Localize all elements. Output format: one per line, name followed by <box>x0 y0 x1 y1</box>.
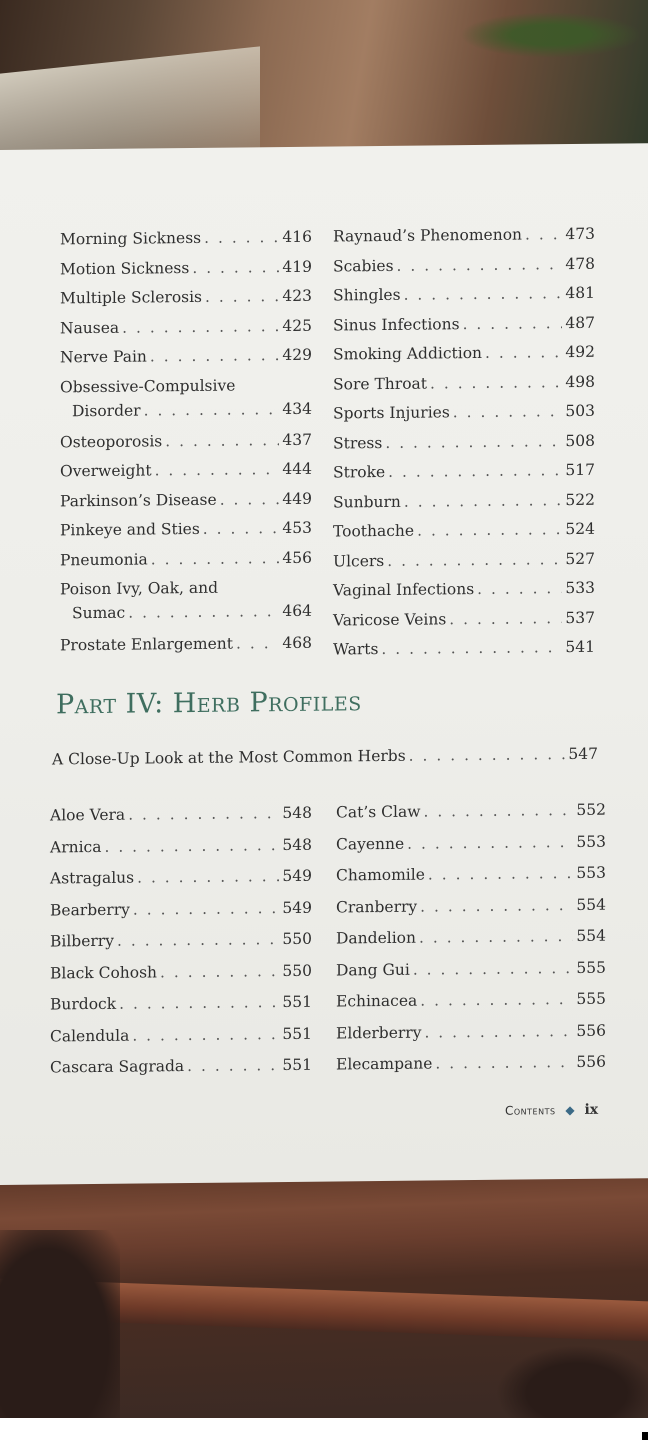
toc-entry <box>336 1020 606 1054</box>
toc-entry <box>333 460 595 492</box>
toc-entry-page: 492 <box>565 342 595 362</box>
leader-dots <box>477 578 562 599</box>
leader-dots <box>128 601 279 623</box>
toc-entry <box>60 547 312 579</box>
toc-entry-title: Pinkeye and Sties <box>60 519 200 540</box>
toc-entry-page: 549 <box>282 866 312 886</box>
toc-entry-title: Disorder <box>72 401 141 420</box>
toc-entry-title: Shingles <box>333 285 401 305</box>
toc-entry-title: Sumac <box>72 603 126 623</box>
toc-entry-title: Parkinson’s Disease <box>60 490 217 510</box>
toc-entry <box>336 863 606 897</box>
toc-entry-page: 456 <box>282 548 312 567</box>
toc-entry <box>333 607 595 639</box>
toc-entry-title: Burdock <box>50 994 117 1014</box>
toc-entry-title: Pneumonia <box>60 549 148 569</box>
leader-dots <box>463 313 563 334</box>
leader-dots <box>192 257 279 278</box>
toc-entry-title: Sinus Infections <box>333 314 460 335</box>
toc-entry-title: Dang Gui <box>336 960 410 979</box>
toc-entry-title: Warts <box>333 640 379 659</box>
leader-dots <box>150 345 279 366</box>
leader-dots <box>397 254 563 276</box>
herbs-column-right <box>336 800 606 1086</box>
leader-dots <box>420 989 573 1011</box>
leader-dots <box>413 957 574 979</box>
leader-dots <box>160 961 279 982</box>
toc-entry <box>336 957 606 991</box>
toc-entry-page: 517 <box>565 460 595 480</box>
corner-mark <box>642 1432 648 1440</box>
toc-entry-title: Black Cohosh <box>50 962 158 982</box>
toc-entry-page: 552 <box>576 800 606 819</box>
leader-dots <box>155 459 280 480</box>
toc-entry-page: 416 <box>282 227 312 247</box>
toc-entry <box>60 256 312 288</box>
leader-dots <box>117 929 279 951</box>
leader-dots <box>424 1020 573 1042</box>
toc-entry <box>333 489 595 521</box>
toc-entry-title: Cat’s Claw <box>336 802 421 822</box>
toc-entry-page: 533 <box>565 578 595 598</box>
page-footer <box>505 1102 598 1119</box>
toc-entry-page: 548 <box>282 835 312 854</box>
toc-entry <box>333 637 595 669</box>
toc-entry <box>333 401 595 433</box>
toc-entry-title: Bearberry <box>50 900 130 919</box>
toc-entry-page: 551 <box>282 1024 312 1043</box>
toc-entry-title: Nerve Pain <box>60 347 147 367</box>
toc-entry <box>50 992 312 1026</box>
toc-entry <box>60 459 312 491</box>
toc-entry-page: 524 <box>565 519 595 539</box>
leader-dots <box>203 518 280 539</box>
toc-entry-page: 464 <box>282 601 312 621</box>
leader-dots <box>119 992 279 1014</box>
toc-entry-page: 550 <box>282 961 312 980</box>
leader-dots <box>428 863 574 885</box>
toc-entry-page: 556 <box>576 1052 606 1071</box>
toc-entry <box>336 989 606 1023</box>
toc-entry-title: Osteoporosis <box>60 431 163 451</box>
toc-entry <box>50 897 312 931</box>
page-number: ix <box>584 1101 599 1118</box>
toc-entry-title: Raynaud’s Phenomenon <box>333 225 523 246</box>
toc-entry-page: 547 <box>568 744 598 764</box>
toc-entry-title: Varicose Veins <box>333 609 447 630</box>
bottom-border <box>0 1418 648 1440</box>
toc-entry-page: 468 <box>282 633 312 653</box>
toc-entry <box>60 286 312 318</box>
toc-entry-title: Arnica <box>50 837 102 856</box>
toc-entry-page: 434 <box>282 399 312 418</box>
toc-entry-page: 419 <box>282 257 312 276</box>
toc-entry <box>336 1052 606 1086</box>
toc-entry <box>50 1055 312 1089</box>
leader-dots <box>417 519 562 541</box>
toc-entry <box>60 429 312 461</box>
toc-entry-title: Overweight <box>60 461 152 481</box>
toc-entry-title: Sore Throat <box>333 374 427 394</box>
toc-entry <box>50 1023 312 1057</box>
toc-entry-page: 423 <box>282 286 312 306</box>
toc-entry <box>336 831 606 865</box>
toc-entry <box>60 577 312 636</box>
toc-entry-page: 527 <box>565 549 595 568</box>
toc-column-right <box>333 224 595 669</box>
toc-entry-page: 522 <box>565 490 595 509</box>
toc-entry <box>333 371 595 403</box>
toc-entry-title: Sunburn <box>333 492 401 512</box>
toc-entry-title: Stroke <box>333 462 386 482</box>
leader-dots <box>133 898 280 920</box>
leader-dots <box>220 489 280 510</box>
part-heading: Part IV: Herb Profiles <box>56 686 362 721</box>
toc-entry-page: 551 <box>282 992 312 1012</box>
leader-dots <box>385 431 562 453</box>
shadow-left <box>0 1230 120 1420</box>
leader-dots <box>404 490 563 512</box>
leader-dots <box>409 744 566 766</box>
toc-entry-page: 437 <box>282 430 312 449</box>
toc-entry-page: 548 <box>282 803 312 823</box>
toc-entry-title: Echinacea <box>336 991 418 1011</box>
leader-dots <box>388 460 562 482</box>
leader-dots <box>525 224 562 244</box>
herbs-column-left <box>50 803 312 1089</box>
toc-entry <box>333 253 595 285</box>
toc-entry-page: 554 <box>576 895 606 914</box>
shadow-right <box>470 1330 648 1420</box>
toc-entry-page: 541 <box>565 637 595 657</box>
leader-dots <box>165 430 279 451</box>
toc-entry-title: Ulcers <box>333 551 385 571</box>
leader-dots <box>387 549 562 571</box>
leader-dots <box>128 803 279 825</box>
toc-entry-title: Motion Sickness <box>60 258 190 278</box>
toc-entry <box>50 929 312 963</box>
toc-entry-page: 555 <box>576 958 606 977</box>
toc-entry <box>60 345 312 377</box>
toc-entry <box>333 224 595 256</box>
toc-entry <box>336 926 606 960</box>
toc-entry <box>50 803 312 837</box>
leader-dots <box>407 831 573 853</box>
toc-entry <box>333 312 595 344</box>
toc-entry-page: 549 <box>282 898 312 917</box>
toc-entry <box>333 342 595 374</box>
toc-entry-page: 537 <box>565 608 595 627</box>
toc-entry-page: 503 <box>565 401 595 421</box>
leader-dots <box>204 227 279 248</box>
toc-entry <box>50 866 312 900</box>
toc-entry <box>333 519 595 551</box>
toc-entry-page: 554 <box>576 926 606 945</box>
toc-entry-title: Stress <box>333 433 383 453</box>
toc-entry <box>336 894 606 928</box>
leader-dots <box>144 399 280 420</box>
toc-entry-title: Scabies <box>333 256 394 276</box>
leader-dots <box>381 637 562 659</box>
toc-entry <box>60 488 312 520</box>
toc-entry-page: 553 <box>576 863 606 882</box>
toc-entry-title: Multiple Sclerosis <box>60 287 203 308</box>
toc-entry-page: 508 <box>565 431 595 450</box>
leader-dots <box>132 1024 279 1046</box>
toc-entry-title: Elecampane <box>336 1054 433 1074</box>
toc-entry-page: 553 <box>576 832 606 851</box>
toc-entry-title: Cranberry <box>336 897 418 916</box>
toc-entry-page: 556 <box>576 1021 606 1040</box>
toc-entry-title: Aloe Vera <box>50 805 126 825</box>
toc-entry-page: 498 <box>565 372 595 391</box>
leader-dots <box>404 283 563 305</box>
toc-entry <box>50 960 312 994</box>
toc-entry-title: Toothache <box>333 521 415 541</box>
toc-entry <box>333 283 595 315</box>
toc-entry <box>60 227 312 259</box>
toc-entry-page: 449 <box>282 489 312 508</box>
toc-entry-title: Cayenne <box>336 834 405 853</box>
toc-entry-title: Morning Sickness <box>60 228 202 249</box>
book-page <box>0 143 648 1185</box>
toc-entry <box>333 578 595 610</box>
toc-entry-title: Prostate Enlargement <box>60 634 234 655</box>
toc-entry-page: 444 <box>282 459 312 479</box>
toc-entry-page: 473 <box>565 224 595 244</box>
toc-entry-page: 429 <box>282 345 312 365</box>
toc-entry-page: 551 <box>282 1055 312 1075</box>
toc-entry <box>333 548 595 580</box>
toc-entry-title: Astragalus <box>50 868 135 888</box>
diamond-icon: ◆ <box>565 1102 575 1118</box>
toc-entry-title: Obsessive-Compulsive <box>60 376 236 396</box>
toc-entry-title: Bilberry <box>50 931 114 951</box>
toc-entry-title: A Close-Up Look at the Most Common Herbs <box>52 746 406 769</box>
leader-dots <box>205 286 279 307</box>
leader-dots <box>137 866 279 887</box>
leader-dots <box>236 633 279 653</box>
leader-dots <box>104 835 279 857</box>
leader-dots <box>430 372 562 393</box>
toc-entry <box>333 430 595 462</box>
toc-entry-title: Poison Ivy, Oak, and <box>60 578 219 599</box>
toc-entry <box>60 315 312 347</box>
toc-entry-page: 550 <box>282 929 312 949</box>
leader-dots <box>419 926 573 948</box>
leader-dots <box>187 1055 279 1076</box>
toc-entry-title: Calendula <box>50 1026 130 1045</box>
toc-entry-page: 481 <box>565 283 595 303</box>
toc-entry-title: Vaginal Infections <box>333 580 475 600</box>
toc-entry <box>60 518 312 550</box>
leader-dots <box>485 342 562 363</box>
toc-entry <box>60 633 312 665</box>
leader-dots <box>423 800 573 822</box>
toc-entry <box>336 800 606 834</box>
leader-dots <box>122 316 279 338</box>
leader-dots <box>449 608 562 629</box>
toc-entry-title: Cascara Sagrada <box>50 1057 185 1077</box>
toc-entry-page: 555 <box>576 989 606 1008</box>
footer-label: Contents <box>505 1103 556 1118</box>
toc-entry-page: 425 <box>282 316 312 335</box>
toc-entry-page: 487 <box>565 313 595 332</box>
toc-entry <box>60 374 312 432</box>
toc-entry <box>50 834 312 868</box>
leader-dots <box>435 1052 573 1073</box>
toc-entry-title: Sports Injuries <box>333 403 450 423</box>
toc-entry-page: 453 <box>282 518 312 538</box>
leader-dots <box>420 894 573 916</box>
leader-dots <box>453 401 563 422</box>
toc-entry-title: Elderberry <box>336 1023 422 1042</box>
toc-entry <box>52 744 598 770</box>
toc-entry-title: Smoking Addiction <box>333 343 483 364</box>
leader-dots <box>151 548 280 569</box>
toc-column-left <box>60 227 312 665</box>
toc-entry-page: 478 <box>565 254 595 273</box>
toc-entry-title: Dandelion <box>336 928 416 948</box>
toc-entry-title: Chamomile <box>336 865 425 885</box>
toc-entry-title: Nausea <box>60 318 120 337</box>
